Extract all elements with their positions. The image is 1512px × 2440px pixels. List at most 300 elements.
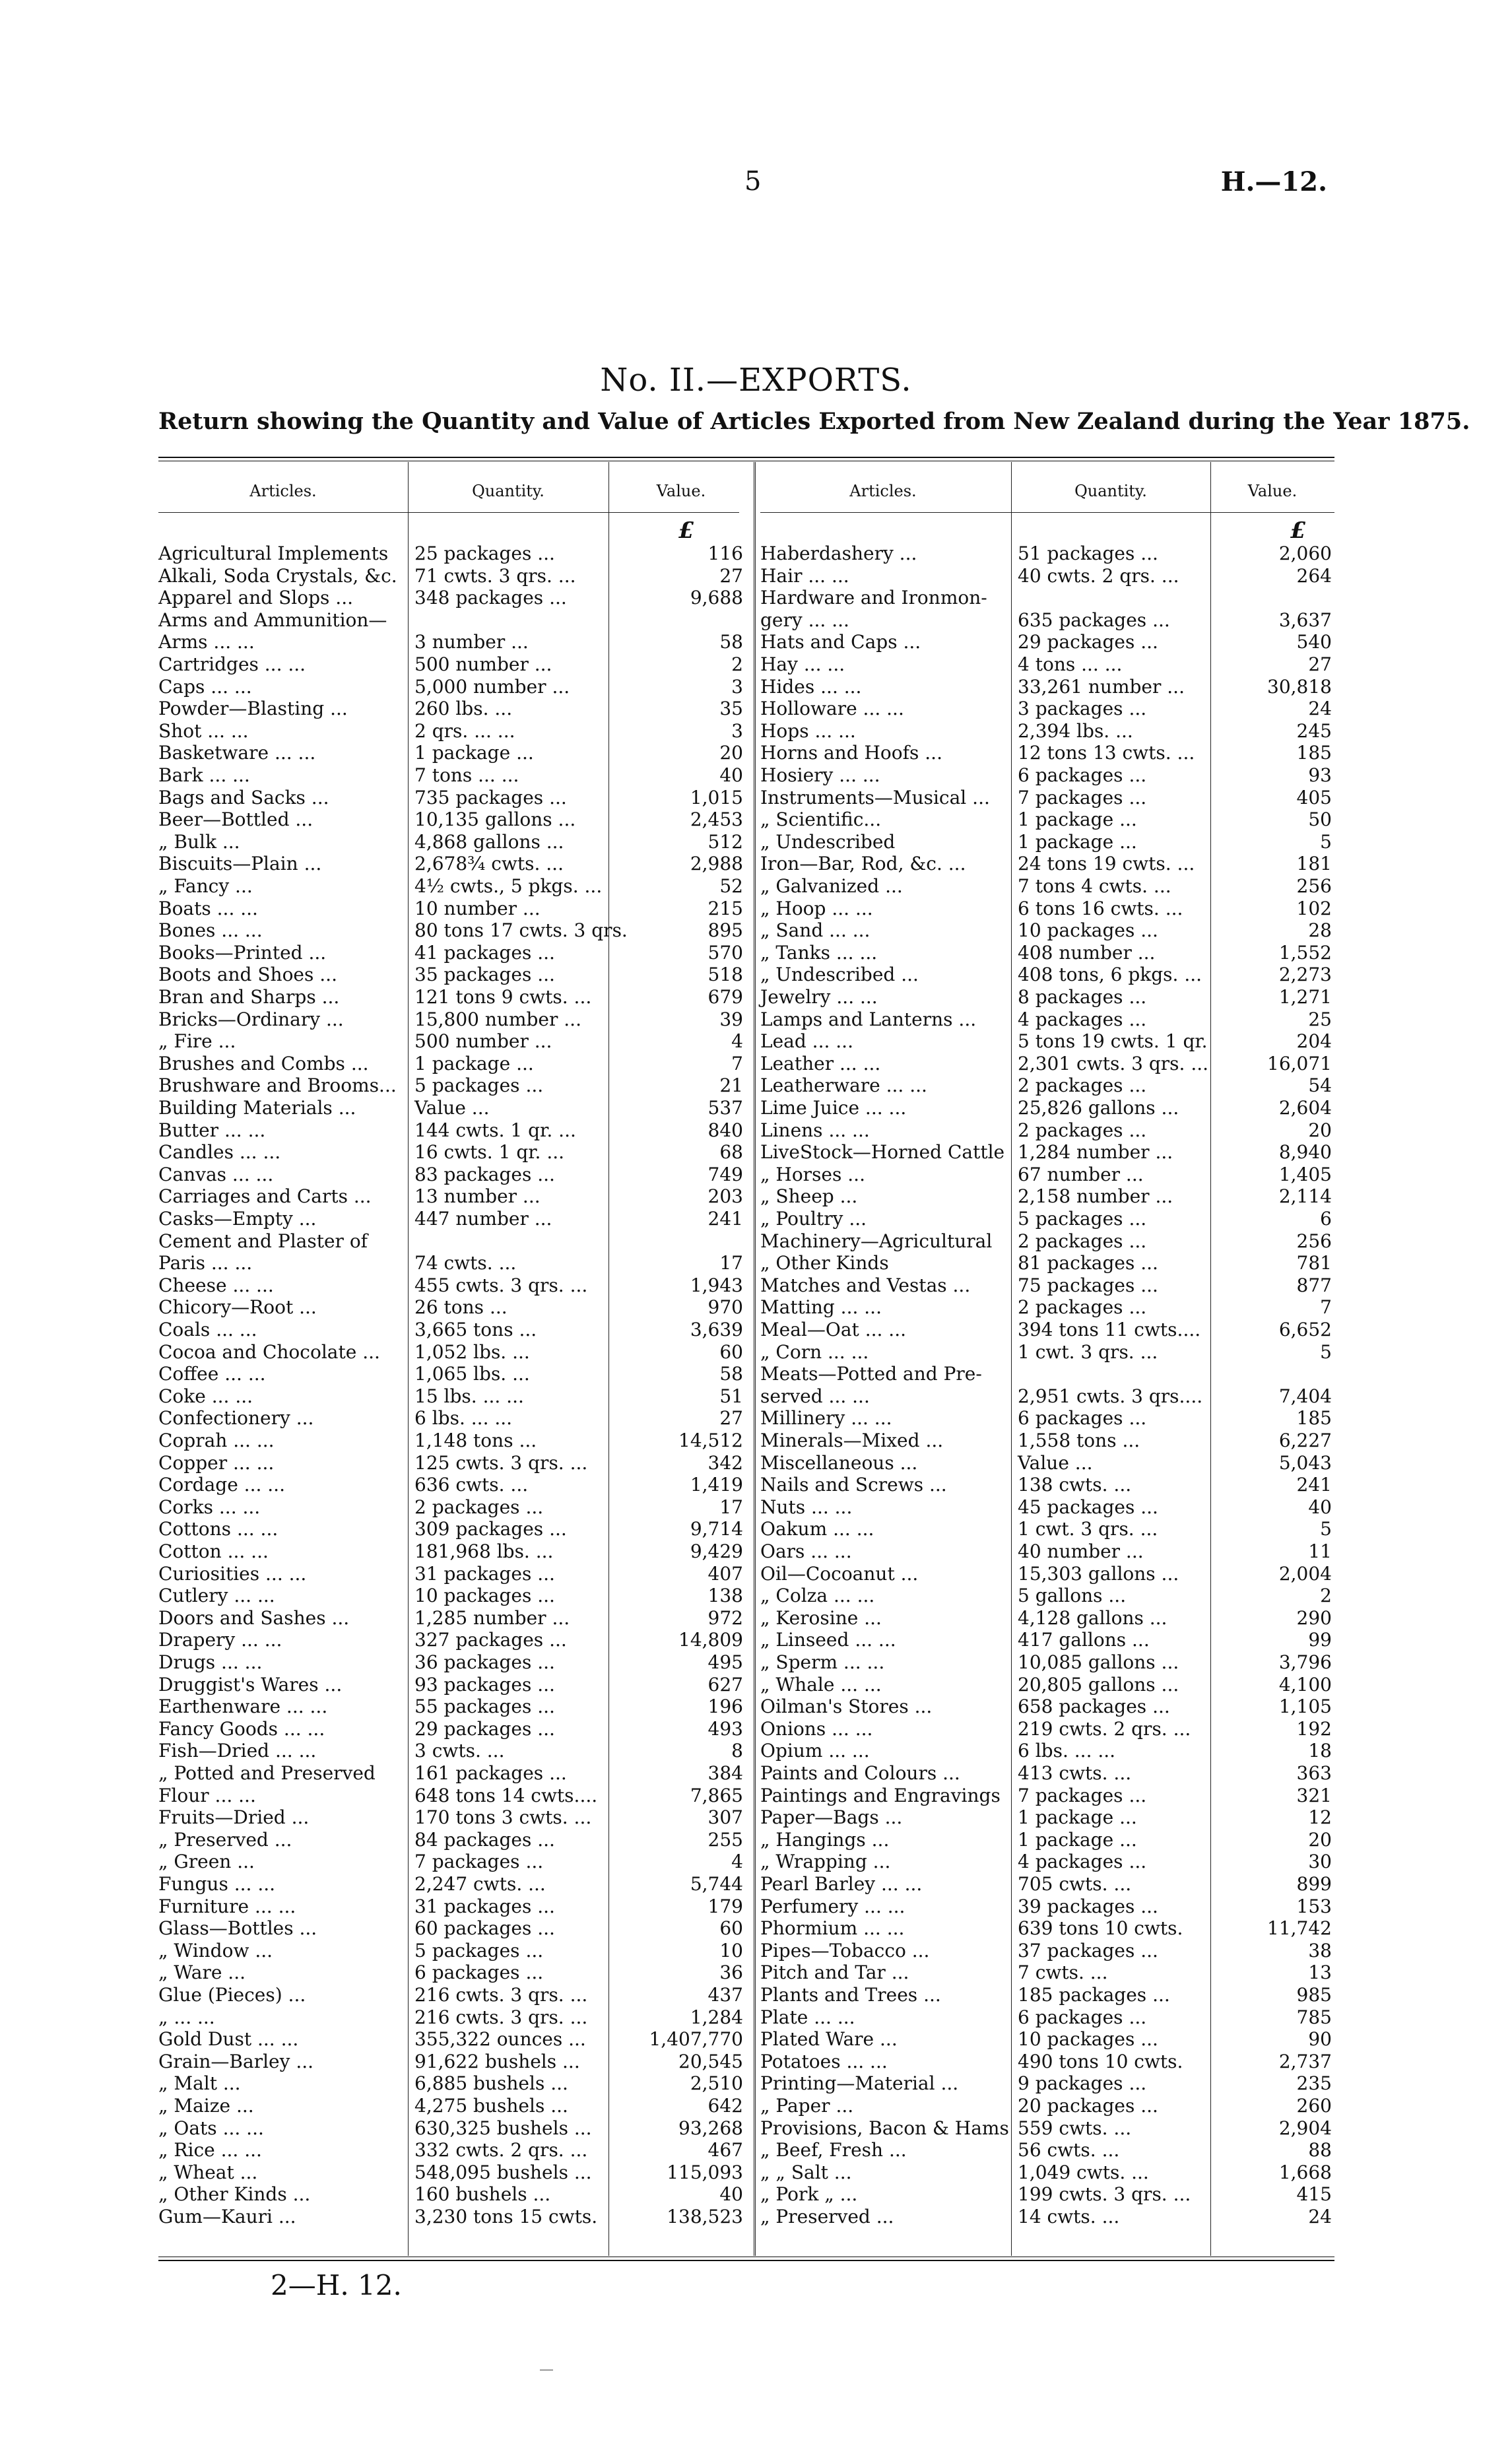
article-cell: Machinery—Agricultural [760,1230,993,1252]
value-cell: 27 [719,564,743,587]
article-cell: Hair ... ... [760,564,849,587]
value-cell: 11,742 [1267,1917,1332,1940]
table-row [158,1430,1334,1452]
value-cell: 27 [1308,653,1332,675]
table-row [158,2051,1334,2073]
value-cell: 749 [707,1163,743,1185]
value-cell: 2,988 [690,853,743,875]
article-cell: Leatherware ... ... [760,1074,927,1097]
article-cell: „ Whale ... ... [760,1673,882,1696]
quantity-cell: 735 packages ... [414,786,567,808]
quantity-cell: 83 packages ... [414,1163,555,1185]
table-row [158,1540,1334,1563]
value-cell: 264 [1296,564,1332,587]
quantity-cell: 5 packages ... [1018,1208,1147,1230]
quantity-cell: 13 number ... [414,1185,541,1208]
value-cell: 2,453 [690,808,743,831]
value-cell: 2,604 [1278,1097,1332,1119]
table-row [158,1053,1334,1075]
quantity-cell: 7 packages ... [414,1851,544,1873]
quantity-cell: 1 package ... [414,1052,534,1074]
table-row [158,2139,1334,2161]
article-cell: Miscellaneous ... [760,1451,918,1474]
article-cell: Paintings and Engravings [760,1784,1001,1806]
table-row [158,898,1334,920]
page-title: No. II.—EXPORTS. [600,362,912,399]
quantity-cell: 56 cwts. ... [1018,2139,1120,2161]
quantity-cell: 1 cwt. 3 qrs. ... [1018,1340,1158,1363]
value-cell: 21 [719,1074,743,1097]
value-cell: 467 [707,2139,743,2161]
value-cell: 38 [1308,1939,1332,1962]
value-cell: 1,552 [1278,941,1332,964]
value-cell: 6 [1320,1208,1332,1230]
quantity-cell: 635 packages ... [1018,609,1170,631]
quantity-cell: 185 packages ... [1018,1984,1170,2006]
header-articles-left: Articles. [249,482,317,500]
article-cell: Flour ... ... [158,1784,256,1806]
article-cell: Instruments—Musical ... [760,786,990,808]
table-row [158,1740,1334,1762]
article-cell: „ Ware ... [158,1962,246,1984]
article-cell: Coffee ... ... [158,1363,266,1385]
quantity-cell: 1 cwt. 3 qrs. ... [1018,1518,1158,1540]
value-cell: 260 [1296,2095,1332,2117]
quantity-cell: 81 packages ... [1018,1252,1158,1274]
bottom-dash [540,2369,553,2371]
quantity-cell: 24 tons 19 cwts. ... [1018,853,1195,875]
article-cell: Bran and Sharps ... [158,986,340,1008]
quantity-cell: 29 packages ... [1018,631,1158,653]
value-cell: 16,071 [1267,1052,1332,1074]
table-top-rule [158,457,1334,458]
table-row [158,1363,1334,1385]
article-cell: Lead ... ... [760,1030,853,1053]
value-cell: 8,940 [1278,1141,1332,1164]
value-cell: 5 [1320,830,1332,853]
article-cell: Casks—Empty ... [158,1208,317,1230]
value-cell: 185 [1296,1407,1332,1430]
article-cell: Meal—Oat ... ... [760,1319,906,1340]
table-row [158,1074,1334,1097]
article-cell: Agricultural Implements [158,543,389,564]
article-cell: Hay ... ... [760,653,845,675]
quantity-cell: 181,968 lbs. ... [414,1540,554,1562]
article-cell: Onions ... ... [760,1717,873,1740]
article-cell: „ Beef, Fresh ... [760,2139,907,2161]
value-cell: 39 [719,1008,743,1030]
quantity-cell: 1,148 tons ... [414,1430,537,1451]
article-cell: „ Pork „ ... [760,2183,858,2206]
table-row [158,2161,1334,2184]
quantity-cell: 67 number ... [1018,1163,1144,1185]
article-cell: Cheese ... ... [158,1274,274,1296]
value-cell: 93,268 [678,2117,743,2139]
article-cell: LiveStock—Horned Cattle [760,1141,1005,1164]
article-cell: „ Hangings ... [760,1828,890,1851]
quantity-cell: 31 packages ... [414,1562,555,1585]
table-row [158,1252,1334,1274]
value-cell: 4 [731,1030,743,1053]
table-row [158,720,1334,742]
page-subtitle: Return showing the Quantity and Value of Articles Exported from New Zealand during the Year 1875. [158,408,1470,435]
article-cell: „ Wrapping ... [760,1851,891,1873]
article-cell: Glass—Bottles ... [158,1917,317,1940]
quantity-cell: 3,230 tons 15 cwts. [414,2206,598,2227]
quantity-cell: 327 packages ... [414,1629,567,1651]
quantity-cell: 10 packages ... [1018,919,1158,942]
value-cell: 7 [1320,1296,1332,1319]
article-cell: Glue (Pieces) ... [158,1984,306,2006]
table-row [158,1984,1334,2006]
table-row [158,1319,1334,1341]
value-cell: 2,904 [1278,2117,1332,2139]
value-cell: 20 [719,742,743,764]
article-cell: Hats and Caps ... [760,631,921,653]
quantity-cell: 548,095 bushels ... [414,2161,592,2183]
quantity-cell: 40 number ... [1018,1540,1144,1562]
article-cell: „ Galvanized ... [760,875,903,897]
table-row [158,1829,1334,1851]
value-cell: 4,100 [1278,1673,1332,1696]
quantity-cell: 3 packages ... [1018,698,1147,720]
quantity-cell: 121 tons 9 cwts. ... [414,986,592,1008]
table-row [158,1518,1334,1540]
article-cell: Hops ... ... [760,719,856,742]
value-cell: 1,284 [690,2006,743,2028]
quantity-cell: 4,128 gallons ... [1018,1606,1167,1629]
quantity-cell: 1 package ... [1018,1806,1137,1829]
article-cell: Biscuits—Plain ... [158,853,322,875]
value-cell: 642 [707,2095,743,2117]
article-cell: Hardware and Ironmon- [760,587,987,609]
quantity-cell: 355,322 ounces ... [414,2028,586,2051]
quantity-cell: 7 tons 4 cwts. ... [1018,875,1171,897]
article-cell: Phormium ... ... [760,1917,905,1940]
article-cell: Brushware and Brooms... [158,1074,397,1097]
value-cell: 58 [719,1363,743,1385]
article-cell: Minerals—Mixed ... [760,1430,944,1451]
table-row [158,2028,1334,2051]
article-cell: Plate ... ... [760,2006,855,2028]
table-row [158,1030,1334,1053]
table-row [158,565,1334,587]
value-cell: 493 [707,1717,743,1740]
article-cell: Plants and Trees ... [760,1984,941,2006]
quantity-cell: 1 package ... [414,742,534,764]
value-cell: 1,105 [1278,1696,1332,1718]
value-cell: 2,060 [1278,543,1332,564]
article-cell: „ Potted and Preserved [158,1762,376,1784]
value-cell: 407 [707,1562,743,1585]
quantity-cell: 25,826 gallons ... [1018,1097,1179,1119]
article-cell: „ Maize ... [158,2095,254,2117]
quantity-cell: 5 tons 19 cwts. 1 qr. [1018,1030,1208,1053]
quantity-cell: 170 tons 3 cwts. ... [414,1806,592,1829]
article-cell: Cutlery ... ... [158,1585,275,1607]
article-cell: Jewelry ... ... [760,986,878,1008]
quantity-cell: 26 tons ... [414,1296,508,1319]
article-cell: Shot ... ... [158,719,249,742]
value-cell: 4 [731,1851,743,1873]
quantity-cell: 4 packages ... [1018,1008,1147,1030]
table-row [158,1762,1334,1785]
quantity-cell: 2 qrs. ... ... [414,719,515,742]
table-row [158,1296,1334,1319]
article-cell: Printing—Material ... [760,2072,959,2095]
table-row [158,1806,1334,1829]
article-cell: Gold Dust ... ... [158,2028,299,2051]
quantity-cell: Value ... [414,1097,490,1119]
table-row [158,1629,1334,1651]
quantity-cell: 45 packages ... [1018,1496,1158,1518]
table-row [158,2006,1334,2029]
article-cell: Arms ... ... [158,631,255,653]
value-cell: 36 [719,1962,743,1984]
value-cell: 196 [707,1696,743,1718]
value-cell: 895 [707,919,743,942]
quantity-cell: 309 packages ... [414,1518,567,1540]
article-cell: Apparel and Slops ... [158,587,354,609]
article-cell: Oilman's Stores ... [760,1696,933,1718]
article-cell: Copper ... ... [158,1451,275,1474]
value-cell: 7,865 [690,1784,743,1806]
quantity-cell: 39 packages ... [1018,1895,1158,1917]
value-cell: 540 [1296,631,1332,653]
quantity-cell: 16 cwts. 1 qr. ... [414,1141,565,1164]
article-cell: Haberdashery ... [760,543,917,564]
quantity-cell: 2 packages ... [1018,1074,1147,1097]
table-row [158,1962,1334,1984]
exports-table [158,457,1334,2261]
value-cell: 415 [1296,2183,1332,2206]
quantity-cell: 6 lbs. ... ... [1018,1740,1116,1762]
article-cell: Bark ... ... [158,764,250,786]
quantity-cell: 80 tons 17 cwts. 3 qrs. [414,919,628,942]
table-row [158,964,1334,986]
quantity-cell: 10 packages ... [1018,2028,1158,2051]
article-cell: Corks ... ... [158,1496,261,1518]
article-cell: „ Wheat ... [158,2161,258,2183]
value-cell: 235 [1296,2072,1332,2095]
value-cell: 290 [1296,1606,1332,1629]
quantity-cell: 29 packages ... [414,1717,555,1740]
article-cell: Powder—Blasting ... [158,698,348,720]
value-cell: 1,668 [1278,2161,1332,2183]
quantity-cell: 648 tons 14 cwts.... [414,1784,598,1806]
article-cell: Millinery ... ... [760,1407,892,1430]
value-cell: 5,744 [690,1873,743,1895]
article-cell: Leather ... ... [760,1052,881,1074]
quantity-cell: 51 packages ... [1018,543,1158,564]
article-cell: „ ... ... [158,2006,215,2028]
article-cell: Earthenware ... ... [158,1696,328,1718]
quantity-cell: 4 packages ... [1018,1851,1147,1873]
article-cell: Gum—Kauri ... [158,2206,296,2227]
quantity-cell: 2 packages ... [1018,1119,1147,1141]
article-cell: Coals ... ... [158,1319,257,1340]
article-cell: „ Other Kinds ... [158,2183,311,2206]
table-row [158,587,1334,609]
quantity-cell: 93 packages ... [414,1673,555,1696]
table-row [158,1674,1334,1696]
article-cell: Cordage ... ... [158,1474,285,1496]
quantity-cell: 35 packages ... [414,964,555,986]
value-cell: 11 [1308,1540,1332,1562]
value-cell: 495 [707,1651,743,1673]
value-cell: 1,419 [690,1474,743,1496]
table-row [158,1496,1334,1519]
value-cell: 138,523 [667,2206,743,2227]
article-cell: Lime Juice ... ... [760,1097,907,1119]
value-cell: 363 [1296,1762,1332,1784]
article-cell: Bones ... ... [158,919,263,942]
article-cell: Paper—Bags ... [760,1806,903,1829]
quantity-cell: 216 cwts. 3 qrs. ... [414,1984,588,2006]
quantity-cell: 2,247 cwts. ... [414,1873,546,1895]
quantity-cell: 417 gallons ... [1018,1629,1150,1651]
article-cell: Canvas ... ... [158,1163,274,1185]
quantity-cell: 260 lbs. ... [414,698,513,720]
article-cell: „ „ Salt ... [760,2161,852,2183]
article-cell: Pipes—Tobacco ... [760,1939,930,1962]
article-cell: Fancy Goods ... ... [158,1717,325,1740]
value-cell: 877 [1296,1274,1332,1296]
article-cell: „ Horses ... [760,1163,865,1185]
value-cell: 215 [707,897,743,919]
quantity-cell: 10,085 gallons ... [1018,1651,1179,1673]
quantity-cell: 55 packages ... [414,1696,555,1718]
article-cell: „ Sperm ... ... [760,1651,885,1673]
value-cell: 17 [719,1496,743,1518]
value-cell: 54 [1308,1074,1332,1097]
table-row [158,942,1334,964]
article-cell: Lamps and Lanterns ... [760,1008,977,1030]
quantity-cell: 559 cwts. ... [1018,2117,1132,2139]
article-cell: „ Malt ... [158,2072,241,2095]
value-cell: 384 [707,1762,743,1784]
value-cell: 9,429 [690,1540,743,1562]
article-cell: served ... ... [760,1385,870,1407]
quantity-cell: 3,665 tons ... [414,1319,537,1340]
quantity-cell: 6 packages ... [1018,2006,1147,2028]
value-cell: 9,688 [690,587,743,609]
value-cell: 9,714 [690,1518,743,1540]
quantity-cell: 37 packages ... [1018,1939,1158,1962]
value-cell: 3 [731,719,743,742]
quantity-cell: 36 packages ... [414,1651,555,1673]
value-cell: 255 [707,1828,743,1851]
value-cell: 3,796 [1278,1651,1332,1673]
article-cell: „ Scientific... [760,808,882,831]
article-cell: Hosiery ... ... [760,764,880,786]
table-row [158,808,1334,831]
footer-signature: 2—H. 12. [271,2269,402,2301]
quantity-cell: 1 package ... [1018,830,1137,853]
article-cell: „ Fancy ... [158,875,253,897]
value-cell: 985 [1296,1984,1332,2006]
table-row [158,1873,1334,1896]
header-rule-right [760,512,1334,513]
table-row [158,1407,1334,1430]
quantity-cell: 2,951 cwts. 3 qrs.... [1018,1385,1203,1407]
header-rule-left [158,512,739,513]
table-row [158,875,1334,898]
article-cell: „ Poultry ... [760,1208,867,1230]
table-row [158,1119,1334,1142]
value-cell: 20,545 [678,2050,743,2072]
table-row [158,2206,1334,2228]
article-cell: Grain—Barley ... [158,2050,314,2072]
value-cell: 437 [707,1984,743,2006]
quantity-cell: 1,284 number ... [1018,1141,1173,1164]
article-cell: Cement and Plaster of [158,1230,368,1252]
quantity-cell: 1 package ... [1018,808,1137,831]
value-cell: 241 [707,1208,743,1230]
quantity-cell: 6,885 bushels ... [414,2072,568,2095]
article-cell: Fruits—Dried ... [158,1806,310,1829]
value-cell: 7 [731,1052,743,1074]
article-cell: Nails and Screws ... [760,1474,947,1496]
value-cell: 970 [707,1296,743,1319]
value-cell: 679 [707,986,743,1008]
value-cell: 179 [707,1895,743,1917]
value-cell: 138 [707,1585,743,1607]
quantity-cell: 2 packages ... [414,1496,544,1518]
quantity-cell: 20,805 gallons ... [1018,1673,1179,1696]
value-cell: 116 [707,543,743,564]
quantity-cell: 394 tons 11 cwts.... [1018,1319,1201,1340]
table-row [158,1230,1334,1253]
article-cell: „ Sand ... ... [760,919,871,942]
table-row [158,1896,1334,1918]
quantity-cell: 4 tons ... ... [1018,653,1123,675]
article-cell: „ Hoop ... ... [760,897,873,919]
quantity-cell: 84 packages ... [414,1828,555,1851]
quantity-cell: 6 packages ... [1018,764,1147,786]
value-cell: 40 [719,2183,743,2206]
quantity-cell: 413 cwts. ... [1018,1762,1132,1784]
header-value-left: Value. [656,482,706,500]
quantity-cell: 7 cwts. ... [1018,1962,1108,1984]
table-row [158,1274,1334,1297]
article-cell: „ Window ... [158,1939,273,1962]
article-cell: Cottons ... ... [158,1518,279,1540]
quantity-cell: 7 packages ... [1018,786,1147,808]
article-cell: Linens ... ... [760,1119,870,1141]
value-cell: 12 [1308,1806,1332,1829]
article-cell: „ Sheep ... [760,1185,858,1208]
quantity-cell: 74 cwts. ... [414,1252,517,1274]
quantity-cell: 636 cwts. ... [414,1474,529,1496]
quantity-cell: 2,678¾ cwts. ... [414,853,564,875]
quantity-cell: 1 package ... [1018,1828,1137,1851]
value-cell: 781 [1296,1252,1332,1274]
article-cell: „ Preserved ... [158,1828,292,1851]
currency-symbol-right: £ [1290,517,1306,544]
article-cell: Caps ... ... [158,675,252,698]
value-cell: 3,637 [1278,609,1332,631]
quantity-cell: 1,049 cwts. ... [1018,2161,1149,2183]
value-cell: 52 [719,875,743,897]
article-cell: Carriages and Carts ... [158,1185,372,1208]
quantity-cell: 199 cwts. 3 qrs. ... [1018,2183,1191,2206]
value-cell: 90 [1308,2028,1332,2051]
table-row [158,698,1334,720]
quantity-cell: 125 cwts. 3 qrs. ... [414,1451,588,1474]
value-cell: 2,510 [690,2072,743,2095]
value-cell: 60 [719,1340,743,1363]
